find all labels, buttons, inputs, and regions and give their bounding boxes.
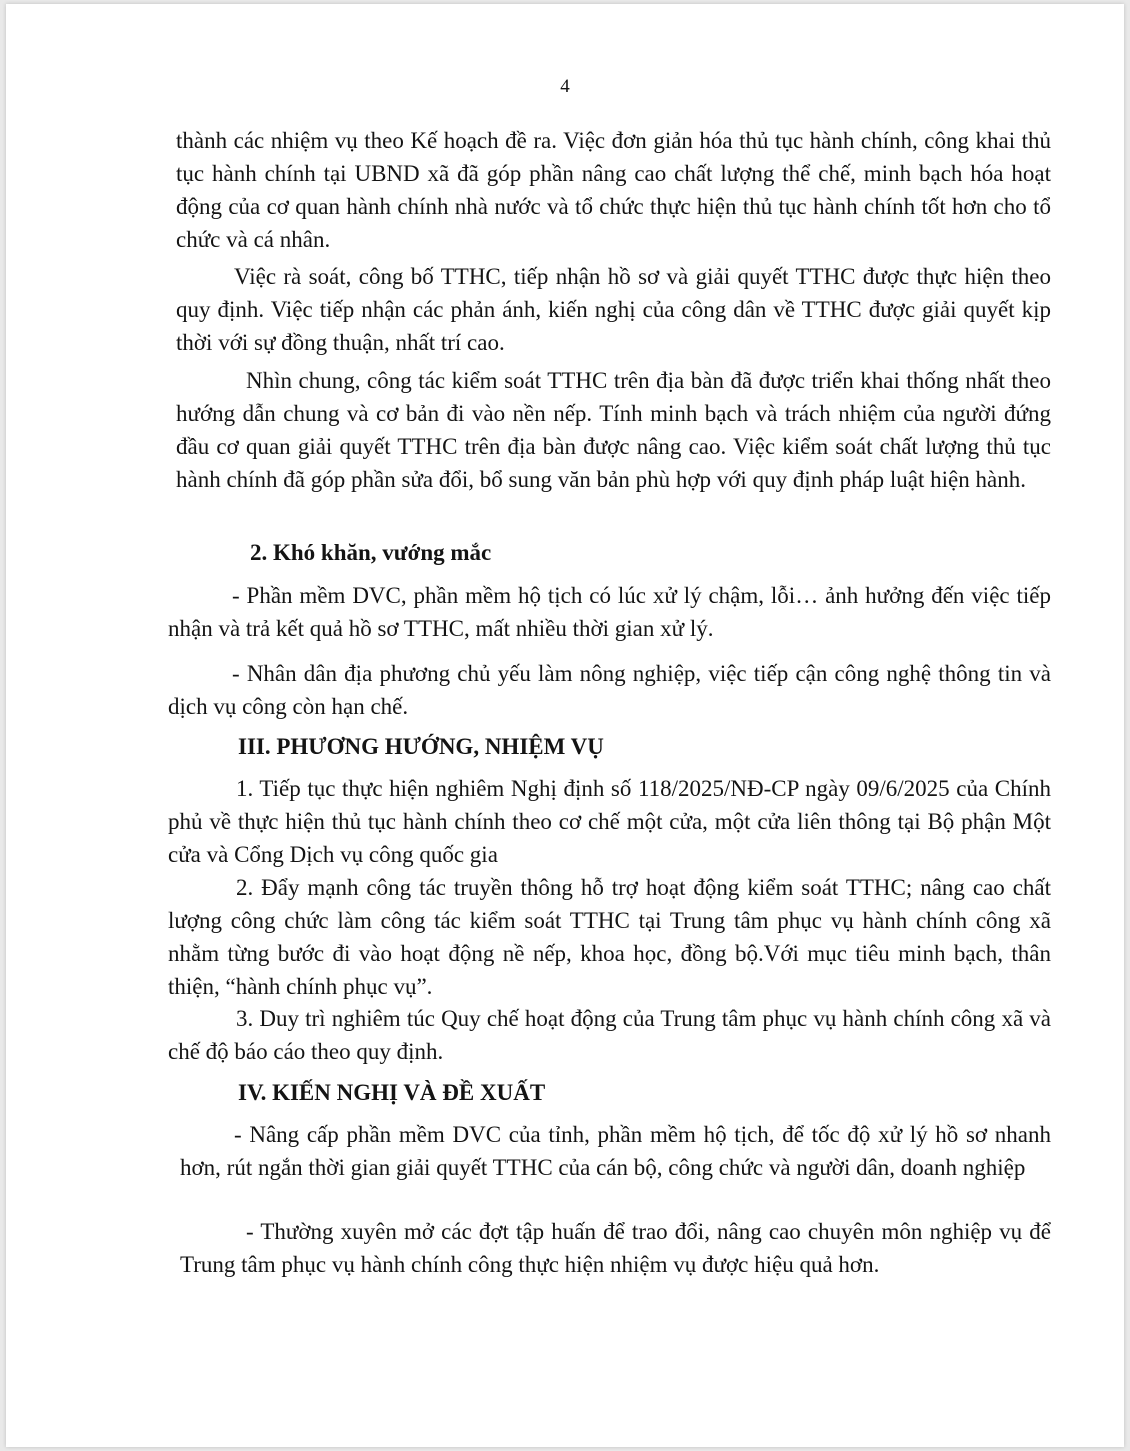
paragraph-task-3: 3. Duy trì nghiêm túc Quy chế hoạt động của Trung tâm phục vụ hành chính công xã và chế độ báo cáo theo quy định. xyxy=(168,1006,1051,1064)
paragraph-difficulty-software: - Phần mềm DVC, phần mềm hộ tịch có lúc xử lý chậm, lỗi… ảnh hưởng đến việc tiếp nhận và trả kết quả hồ sơ TTHC, mất nhiều thời gian xử lý. xyxy=(168,583,1051,641)
page-number: 4 xyxy=(560,76,570,97)
paragraph-review-publication: Việc rà soát, công bố TTHC, tiếp nhận hồ sơ và giải quyết TTHC được thực hiện theo quy định. Việc tiếp nhận các phản ánh, kiến nghị của công dân về TTHC được giải quyết kịp thời với sự đồng thuận, nhất trí cao. xyxy=(176,264,1051,355)
paragraph-conclusion-part: thành các nhiệm vụ theo Kế hoạch đề ra. Việc đơn giản hóa thủ tục hành chính, công khai thủ tục hành chính tại UBND xã đã góp phần nâng cao chất lượng thể chế, minh bạch hóa hoạt động của cơ quan hành chính nhà nước và tổ chức thực hiện thủ tục hành chính tốt hơn cho tổ chức và cá nhân. xyxy=(176,128,1051,252)
paragraph-task-2: 2. Đẩy mạnh công tác truyền thông hỗ trợ hoạt động kiểm soát TTHC; nâng cao chất lượng công chức làm công tác kiểm soát TTHC tại Trung tâm phục vụ hành chính công xã nhằm từng bước đi vào hoạt động nề nếp, khoa học, đồng bộ.Với mục tiêu minh bạch, thân thiện, “hành chính phục vụ”. xyxy=(168,875,1051,999)
paragraph-overall-assessment: Nhìn chung, công tác kiểm soát TTHC trên địa bàn đã được triển khai thống nhất theo hướng dẫn chung và cơ bản đi vào nền nếp. Tính minh bạch và trách nhiệm của người đứng đầu cơ quan giải quyết TTHC trên địa bàn được nâng cao. Việc kiểm soát chất lượng thủ tục hành chính đã góp phần sửa đổi, bổ sung văn bản phù hợp với quy định pháp luật hiện hành. xyxy=(176,368,1051,492)
document-page xyxy=(6,4,1124,1447)
paragraph-task-1: 1. Tiếp tục thực hiện nghiêm Nghị định số 118/2025/NĐ-CP ngày 09/6/2025 của Chính phủ về thực hiện thủ tục hành chính theo cơ chế một cửa, một cửa liên thông tại Bộ phận Một cửa và Cổng Dịch vụ công quốc gia xyxy=(168,776,1051,867)
heading-difficulties: 2. Khó khăn, vướng mắc xyxy=(250,540,492,565)
paragraph-recommendation-training: - Thường xuyên mở các đợt tập huấn để trao đổi, nâng cao chuyên môn nghiệp vụ để Trung tâm phục vụ hành chính công thực hiện nhiệm vụ được hiệu quả hơn. xyxy=(180,1219,1051,1277)
paragraph-difficulty-people: - Nhân dân địa phương chủ yếu làm nông nghiệp, việc tiếp cận công nghệ thông tin và dịch vụ công còn hạn chế. xyxy=(168,661,1051,719)
heading-direction-tasks: III. PHƯƠNG HƯỚNG, NHIỆM VỤ xyxy=(238,734,604,759)
document-body xyxy=(6,4,1124,1447)
paragraph-recommendation-software: - Nâng cấp phần mềm DVC của tỉnh, phần mềm hộ tịch, để tốc độ xử lý hồ sơ nhanh hơn, rút ngắn thời gian giải quyết TTHC của cán bộ, công chức và người dân, doanh nghiệp xyxy=(180,1122,1051,1180)
heading-recommendations: IV. KIẾN NGHỊ VÀ ĐỀ XUẤT xyxy=(238,1080,546,1105)
